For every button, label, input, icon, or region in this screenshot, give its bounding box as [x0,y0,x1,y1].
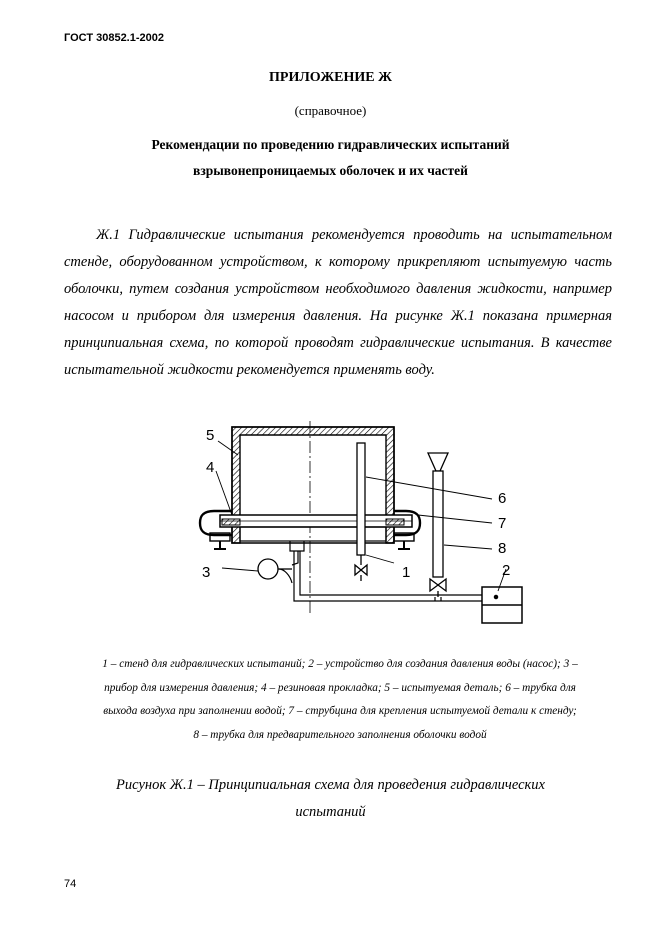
appendix-subtitle: (справочное) [294,103,367,118]
air-tube-drawing [355,443,367,581]
label-8: 8 [498,540,507,557]
label-5: 5 [206,427,215,444]
figure-legend: 1 – стенд для гидравлических испытаний; 2 – устройство для создания давления воды (насос); 3 – прибор для измерения давления; 4 – резиновая прокладка; 5 – испытуемая деталь; 6 – трубка для выхода воздуха при заполнении водой; 7 – струбцина для крепления испытуемой детали к стенду; 8 – трубка для предварительного заполнения оболочки водой [102,658,578,741]
body-paragraph: Ж.1 Гидравлические испытания рекомендуется проводить на испытательном стенде, оборудованном устройством, к которому прикрепляют испытуемую часть оболочки, путем создания устройством необходимого давления жидкости, например насосом и прибором для измерения давления. На рисунке Ж.1 показана примерная принципиальная схема, по которой проводят гидравлические испытания. В качестве испытательной жидкости рекомендуется применять воду. [64,227,612,378]
standard-header: ГОСТ 30852.1-2002 [64,32,164,44]
figure-caption-line2: испытаний [295,804,366,820]
stand-plate-drawing [220,515,412,551]
appendix-title: ПРИЛОЖЕНИЕ Ж [269,70,392,85]
label-3: 3 [202,564,211,581]
appendix-heading-line1: Рекомендации по проведению гидравлических испытаний [151,137,510,152]
diagram-svg [180,415,540,635]
page-number: 74 [64,878,77,890]
figure-caption [0,772,661,826]
fill-tube-drawing [428,453,448,597]
hydraulic-test-diagram [180,415,540,640]
piping-drawing [279,551,500,601]
pressure-gauge-drawing [258,559,292,579]
figure-caption-line1: Рисунок Ж.1 – Принципиальная схема для проведения гидравлических [116,777,545,793]
label-7: 7 [498,515,507,532]
label-4: 4 [206,459,215,476]
appendix-heading-line2: взрывонепроницаемых оболочек и их частей [193,163,468,178]
label-6: 6 [498,490,507,507]
label-1: 1 [402,564,411,581]
pump-drawing [482,587,522,623]
label-2: 2 [502,562,511,579]
